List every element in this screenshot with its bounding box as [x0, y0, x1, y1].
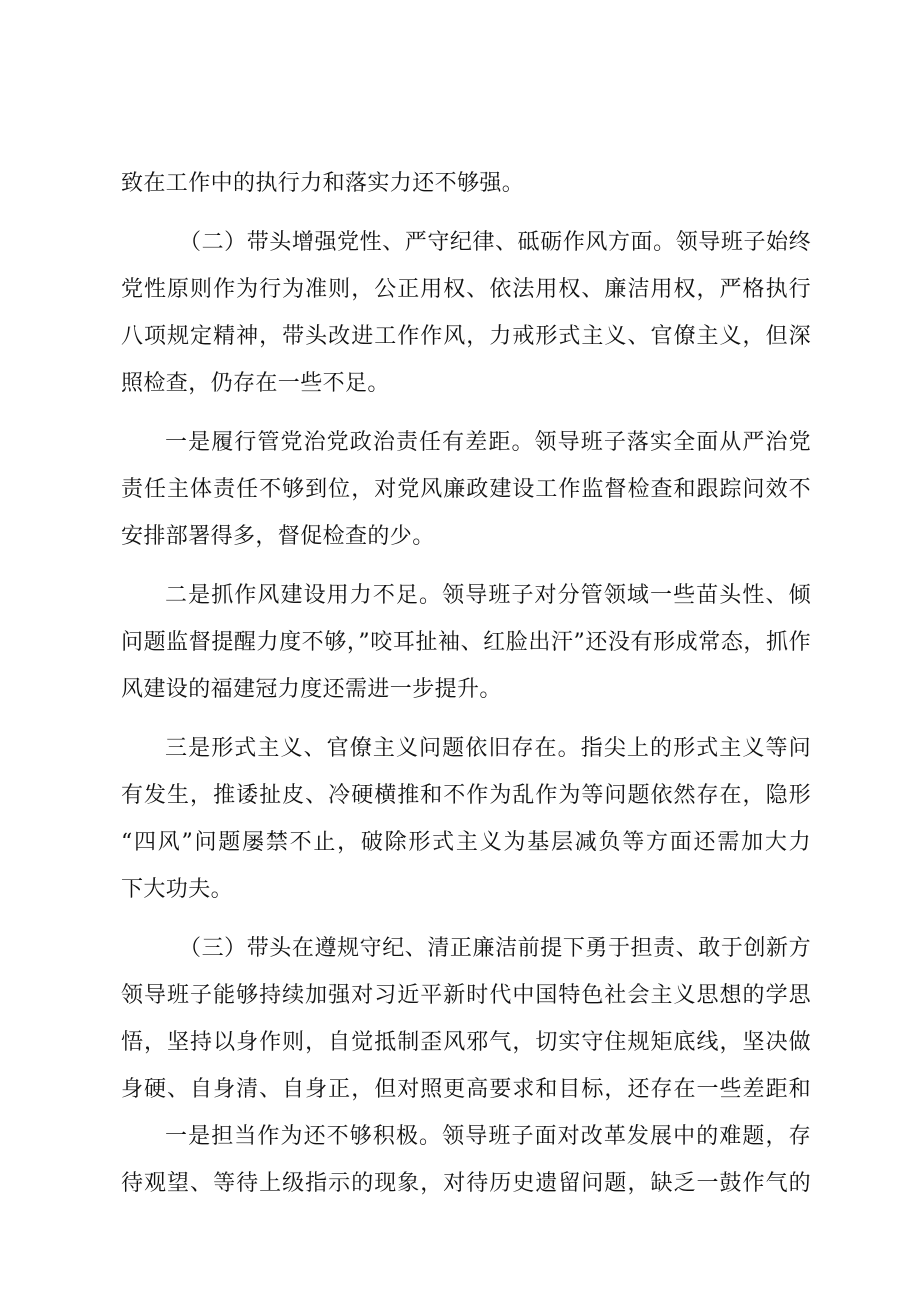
text-line: 照检查，仍存在一些不足。	[121, 371, 390, 396]
text-line: “四风”问题屡禁不止，破除形式主义为基层减负等方面还需加大力	[121, 830, 811, 855]
text-line: 领导班子能够持续加强对习近平新时代中国特色社会主义思想的学思	[121, 983, 811, 1008]
paragraph-item-one	[121, 419, 811, 560]
paragraph-gap	[121, 913, 811, 925]
text-line: 有发生，推诿扯皮、冷硬横推和不作为乱作为等问题依然存在，隐形	[121, 783, 811, 808]
text-line: 安排部署得多，督促检查的少。	[121, 524, 435, 549]
text-line: （二）带头增强党性、严守纪律、砥砺作风方面。领导班子始终	[179, 230, 811, 255]
paragraph-item-two	[121, 572, 811, 713]
text-line: 身硬、自身清、自身正，但对照更高要求和目标，还存在一些差距和	[121, 1077, 811, 1102]
text-line: 三是形式主义、官僚主义问题依旧存在。指尖上的形式主义等问	[165, 736, 811, 761]
text-line: 党性原则作为行为准则，公正用权、依法用权、廉洁用权，严格执行	[121, 277, 811, 302]
text-line: 悟，坚持以身作则，自觉抵制歪风邪气，切实守住规矩底线，坚决做	[121, 1030, 811, 1055]
paragraph-gap	[121, 560, 811, 572]
paragraph-section-two	[121, 219, 811, 407]
text-line: 致在工作中的执行力和落实力还不够强。	[121, 171, 525, 196]
paragraph-gap	[121, 207, 811, 219]
text-line: 一是履行管党治党政治责任有差距。领导班子落实全面从严治党	[165, 430, 811, 455]
paragraph-continuation	[121, 160, 811, 207]
paragraph-section-three	[121, 925, 811, 1113]
text-line: 问题监督提醒力度不够，”咬耳扯袖、红脸出汗”还没有形成常态，抓作	[121, 630, 811, 655]
paragraph-gap	[121, 713, 811, 725]
text-line: 八项规定精神，带头改进工作作风，力戒形式主义、官僚主义，但深	[121, 324, 811, 349]
paragraph-gap	[121, 407, 811, 419]
paragraph-item-three	[121, 725, 811, 913]
text-line: 二是抓作风建设用力不足。领导班子对分管领域一些苗头性、倾	[165, 583, 811, 608]
paragraph-item-one-b	[121, 1113, 811, 1207]
document-body	[121, 160, 811, 1207]
text-line: 待观望、等待上级指示的现象，对待历史遗留问题，缺乏一鼓作气的	[121, 1171, 811, 1196]
text-line: 一是担当作为还不够积极。领导班子面对改革发展中的难题，存	[165, 1124, 811, 1149]
text-line: 责任主体责任不够到位，对党风廉政建设工作监督检查和跟踪问效不	[121, 477, 811, 502]
text-line: 下大功夫。	[121, 877, 234, 902]
text-line: （三）带头在遵规守纪、清正廉洁前提下勇于担责、敢于创新方	[179, 936, 811, 961]
text-line: 风建设的福建冠力度还需进一步提升。	[121, 677, 502, 702]
